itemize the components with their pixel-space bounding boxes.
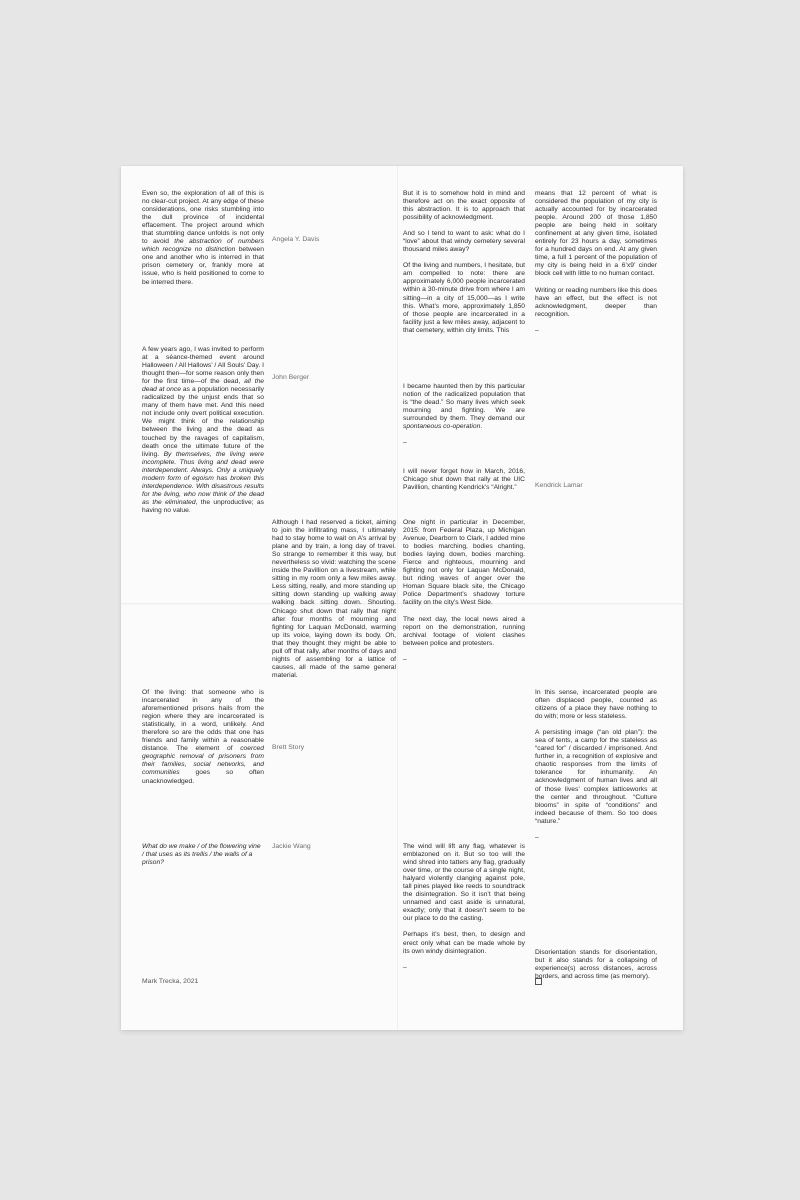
author-name-brett-story: Brett Story <box>272 744 305 751</box>
paragraph: In this sense, incarcerated people are often displaced people, counted as citizens of a place they have nothing to do with; more or less stateless. <box>535 689 657 721</box>
poster-sheet <box>121 166 683 1030</box>
paragraph: Although I had reserved a ticket, aiming to join the infiltrating mass, I ultimately had to stay home to wait on A’s arrival by plane and by train, a long day of travel. So strange to remember it this way, but nevertheless so vivid: watching the scene inside the Pavillion on a livestream, while sitting in my room only a few miles away. Less sitting, really, and more standing up sitting down standing up walking away walking back sitting down. Shouting. Chicago shut down that rally that night after four months of mourning and fighting for Laquan McDonald, warming up its voice, laying down its body. Oh, that they thought they might be able to pull off that rally, after months of days and nights of assembling for a lattice of causes, all made of the same general material. <box>272 519 396 679</box>
paragraph: And so I tend to want to ask: what do I “love” about that windy cemetery several thousand miles away? <box>403 230 525 254</box>
text-block-13 <box>535 949 657 981</box>
square-mark-icon <box>535 978 542 985</box>
paragraph: What do we make / of the flowering vine / that uses as its trellis / the walls of a prison? <box>142 843 261 867</box>
paragraph: Even so, the exploration of all of this is no clear-cut project. At any edge of these considerations, one risks stumbling into the dull province of incidental effacement. The project around which that stumbling dance unfolds is not only to avoid the abstraction of numbers which recognize no distinction between one and another who is interred in that prison cemetery or, frankly more at issue, who is held positioned to come to be interred there. <box>142 190 264 286</box>
horizontal-fold <box>121 603 683 605</box>
italic-phrase: By themselves, the living were incomplete. Thus living and dead were interdependent. Always. Only a uniquely modern form of egoism has broken this interdependence. With disastrous results for the living, who now think of the dead as the eliminated <box>142 450 264 506</box>
paragraph: The wind will lift any flag, whatever is emblazoned on it. But so too will the wind shred into tatters any flag, gradually over time, or the course of a single night, halyard violently clanging against pole, tall pines played like reeds to soundtrack the disintegration. So it isn’t that being unnamed and cast aside is unnatural, exactly; only that it doesn’t seem to be our place to do the casting. <box>403 843 525 923</box>
text-block-12 <box>403 843 525 972</box>
paragraph: One night in particular in December, 2015: from Federal Plaza, up Michigan Avenue, Dearborn to Clark, I added mine to bodies marching, bodies chanting, bodies laying down, bodies marching. Fierce and righteous, mourning and fighting not only for Laquan McDonald, but riding waves of anger over the Homan Square black site, the Chicago Police Department’s shadowy torture facility on the city’s West Side. <box>403 519 525 607</box>
italic-phrase: spontaneous co-operation <box>403 423 481 431</box>
text-block-4 <box>142 346 264 515</box>
paragraph: Writing or reading numbers like this does have an effect, but the effect is not acknowledgment, deeper than recognition. <box>535 286 657 318</box>
text-block-5 <box>403 383 525 447</box>
paragraph: I will never forget how in March, 2016, Chicago shut down that rally at the UIC Pavillion, chanting Kendrick’s “Alright.” <box>403 468 525 492</box>
text-block-11 <box>142 843 264 867</box>
paragraph: Perhaps it’s best, then, to design and erect only what can be made whole by its own windy disintegration. <box>403 931 525 955</box>
paragraph: A few years ago, I was invited to perform at a séance-themed event around Halloween / All Hallows’ / All Souls’ Day. I thought then—for some reason only then for the first time—of the dead, all the dead at once as a population necessarily radicalized by the unjust ends that so many of them have met. And this need not include only overt political execution. We might think of the relationship between the living and the dead as touched by the ravages of capitalism, death once the ultimate future of the living. By themselves, the living were incomplete. Thus living and dead were interdependent. Always. Only a uniquely modern form of egoism has broken this interdependence. With disastrous results for the living, who now think of the dead as the eliminated, the unproductive; as having no value. <box>142 346 264 514</box>
section-dash: – <box>403 963 407 971</box>
section-dash: – <box>535 833 539 841</box>
text-block-10 <box>535 689 657 842</box>
paragraph: Of the living and numbers, I hesitate, but am compelled to note: there are approximately 6,000 people incarcerated within a 30-minute drive from where I am sitting—in a city of 15,000—as I write this. What’s more, approximately 1,850 of those people are incarcerated in a facility just a few miles away, adjacent to that cemetery, within city limits. This <box>403 262 525 334</box>
paragraph: I became haunted then by this particular notion of the radicalized population that is “the dead.” So many lives which seek mourning and fighting. We are surrounded by them. They demand our spontaneous co-operation. <box>403 383 525 431</box>
text-block-1 <box>142 190 264 287</box>
text-block-3 <box>535 190 657 335</box>
text-block-9 <box>142 689 264 786</box>
section-dash: – <box>403 439 407 447</box>
footer-credit: Mark Trecka, 2021 <box>142 978 199 985</box>
text-block-8 <box>403 519 525 664</box>
text-block-2 <box>403 190 525 335</box>
author-name-kendrick-lamar: Kendrick Lamar <box>535 482 583 489</box>
paragraph: Of the living: that someone who is incarcerated in any of the aforementioned prisons hails from the region where they are incarcerated is statistically, in a word, unlikely. And therefore so are the odds that one has friends and family within a reasonable distance. The element of coerced geographic removal of prisoners from their families, social networks, and communities goes so often unacknowledged. <box>142 689 264 785</box>
italic-phrase: all the dead at once <box>142 378 264 394</box>
section-dash: – <box>535 326 539 334</box>
text-block-6 <box>403 468 525 492</box>
text-block-7 <box>272 519 396 680</box>
paragraph: A persisting image (“an old plan”): the sea of tents, a camp for the stateless as “cared for” / discarded / imprisoned. And further in, a recognition of explosive and chaotic responses from the limits of tolerance for inhumanity. An acknowledgment of human lives and all of those lives’ complex latticeworks at the center and throughout. “Culture blooms” in spite of “conditions” and indeed because of them. So too does “nature.” <box>535 729 657 825</box>
vertical-fold <box>397 166 398 1030</box>
author-name-angela-davis: Angela Y. Davis <box>272 236 320 243</box>
paragraph: The next day, the local news aired a report on the demonstration, running archival footage of violent clashes between police and protesters. <box>403 615 525 647</box>
paragraph: Disorientation stands for disorientation, but it also stands for a collapsing of experience(s) across distances, across borders, and across time (as memory). <box>535 949 657 981</box>
italic-phrase: coerced geographic removal of prisoners from their families, social networks, and communities <box>142 745 264 777</box>
paragraph: means that 12 percent of what is considered the population of my city is actually accounted for by incarcerated people. Around 200 of those 1,850 people are being held in solitary confinement at any given time, isolated entirely for 23 hours a day, sometimes for a hundred days on end. At any given time, a full 1 percent of the population of my city is being held in a 6’x9’ cinder block cell with little to no human contact. <box>535 190 657 278</box>
section-dash: – <box>403 655 407 663</box>
italic-phrase: the abstraction of numbers which recognize no distinction <box>142 238 264 254</box>
author-name-jackie-wang: Jackie Wang <box>272 843 311 850</box>
author-name-john-berger: John Berger <box>272 374 310 381</box>
paragraph: But it is to somehow hold in mind and therefore act on the exact opposite of this abstraction. It is to approach that possibility of acknowledgment. <box>403 190 525 222</box>
